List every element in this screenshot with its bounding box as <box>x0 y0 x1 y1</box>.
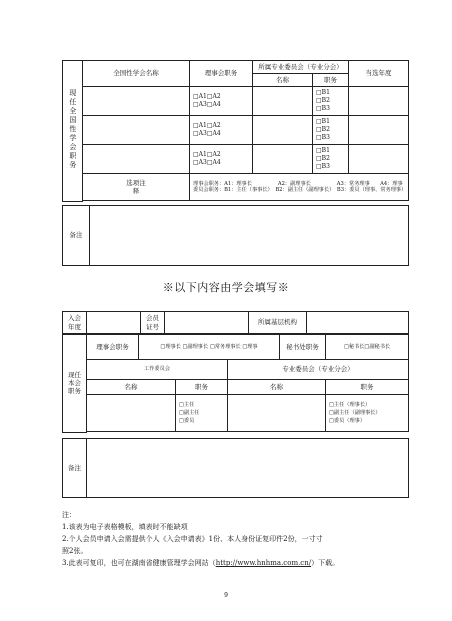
society-name-cell-1[interactable] <box>83 87 190 116</box>
website-link[interactable]: http://www.hnhma.com.cn/ <box>215 559 312 567</box>
council-post-options[interactable]: □理事长 □副理事长 □常务理事长 □理事 <box>139 335 280 360</box>
section2-title: ※以下内容由学会填写※ <box>162 281 290 294</box>
join-year-field[interactable] <box>87 312 141 334</box>
elected-year-cell-2[interactable] <box>349 116 409 145</box>
committee-name-cell-2[interactable] <box>253 116 313 145</box>
pro-committee-col-post: 职务 <box>326 380 409 395</box>
work-committee-col-post: 职务 <box>176 380 228 395</box>
work-committee-header: 工作委员会 <box>87 360 228 380</box>
work-committee-name-field[interactable] <box>87 395 176 432</box>
elected-year-cell-3[interactable] <box>349 145 409 174</box>
note-1: 1.该表为电子表格模板，填表时不能缺项 <box>62 523 188 531</box>
options-line-2: 委员会职务：B1：主任（事事长） B2：副主任（副理事长） B3：委员（理事、常务理事） <box>193 187 407 193</box>
committee-post-options-1[interactable]: □B1 □B2 □B3 <box>313 87 349 116</box>
committee-name-cell-3[interactable] <box>253 145 313 174</box>
committee-post-options-3[interactable]: □B1 □B2 □B3 <box>313 145 349 174</box>
secretariat-post-options[interactable]: □秘书长□副秘书长 <box>326 335 409 360</box>
unit-field[interactable] <box>307 312 409 334</box>
member-no-label: 会员证号 <box>141 312 165 334</box>
national-remarks-table <box>62 205 409 266</box>
col-committee-name: 名称 <box>253 74 313 87</box>
pro-committee-name-field[interactable] <box>228 395 326 432</box>
committee-name-cell-1[interactable] <box>253 87 313 116</box>
col-committee: 所属专业委员会（专业分会） <box>253 61 349 74</box>
work-committee-post-options[interactable]: □主任 □副主任 □委员 <box>176 395 228 432</box>
remarks-field-2[interactable] <box>87 439 409 498</box>
secretariat-post-label: 秘书处职务 <box>280 335 326 360</box>
note-2b: 照2张。 <box>62 547 88 555</box>
council-post-options-1[interactable]: □A1□A2 □A3□A4 <box>190 87 253 116</box>
note-3: 3.此表可复印，也可在湖南省健康管理学会网站（http://www.hnhma.com.cn/）下载。 <box>62 559 340 567</box>
society-positions-side-label: 现任本会职务 <box>63 335 87 433</box>
col-society-name: 全国性学会名称 <box>83 61 190 87</box>
society-remarks-table <box>62 438 409 498</box>
pro-committee-col-name: 名称 <box>228 380 326 395</box>
remarks-label-2: 备注 <box>63 439 87 498</box>
options-annotation <box>190 174 409 201</box>
col-council-post: 理事会职务 <box>190 61 253 87</box>
council-post-options-3[interactable]: □A1□A2 □A3□A4 <box>190 145 253 174</box>
pro-committee-header: 专业委员会（专业分会） <box>228 360 409 380</box>
council-post-options-2[interactable]: □A1□A2 □A3□A4 <box>190 116 253 145</box>
elected-year-cell-1[interactable] <box>349 87 409 116</box>
options-line-1: 理事会职务：A1：理事长 A2：副理事长 A3：常务理事 A4：理事 <box>193 180 403 187</box>
page-number: 9 <box>224 592 228 599</box>
note-2a: 2.个人会员申请入会需提供个人《入会申请表》1份、本人身份证复印件2份，一寸寸 <box>62 535 323 543</box>
unit-label: 所属基层机构 <box>249 312 307 334</box>
options-label: 选项注释 <box>83 174 190 201</box>
national-society-table <box>62 60 409 202</box>
notes-heading: 注： <box>62 511 76 519</box>
col-elected-year: 当选年度 <box>349 61 409 87</box>
society-name-cell-3[interactable] <box>83 145 190 174</box>
society-positions-table <box>62 334 409 433</box>
national-positions-side-label: 现任全国性学会职务 <box>63 61 83 202</box>
remarks-label-1: 备注 <box>63 206 90 266</box>
society-fill-table <box>62 311 409 334</box>
committee-post-options-2[interactable]: □B1 □B2 □B3 <box>313 116 349 145</box>
remarks-field-1[interactable] <box>90 206 409 266</box>
work-committee-col-name: 名称 <box>87 380 176 395</box>
col-committee-post: 职务 <box>313 74 349 87</box>
member-no-field[interactable] <box>165 312 249 334</box>
notes <box>62 509 412 569</box>
society-name-cell-2[interactable] <box>83 116 190 145</box>
council-post-label: 理事会职务 <box>87 335 139 360</box>
join-year-label: 入会年度 <box>63 312 87 334</box>
pro-committee-post-options[interactable]: □主任（理事长） □副主任（副理事长） □委员（理事） <box>326 395 409 432</box>
